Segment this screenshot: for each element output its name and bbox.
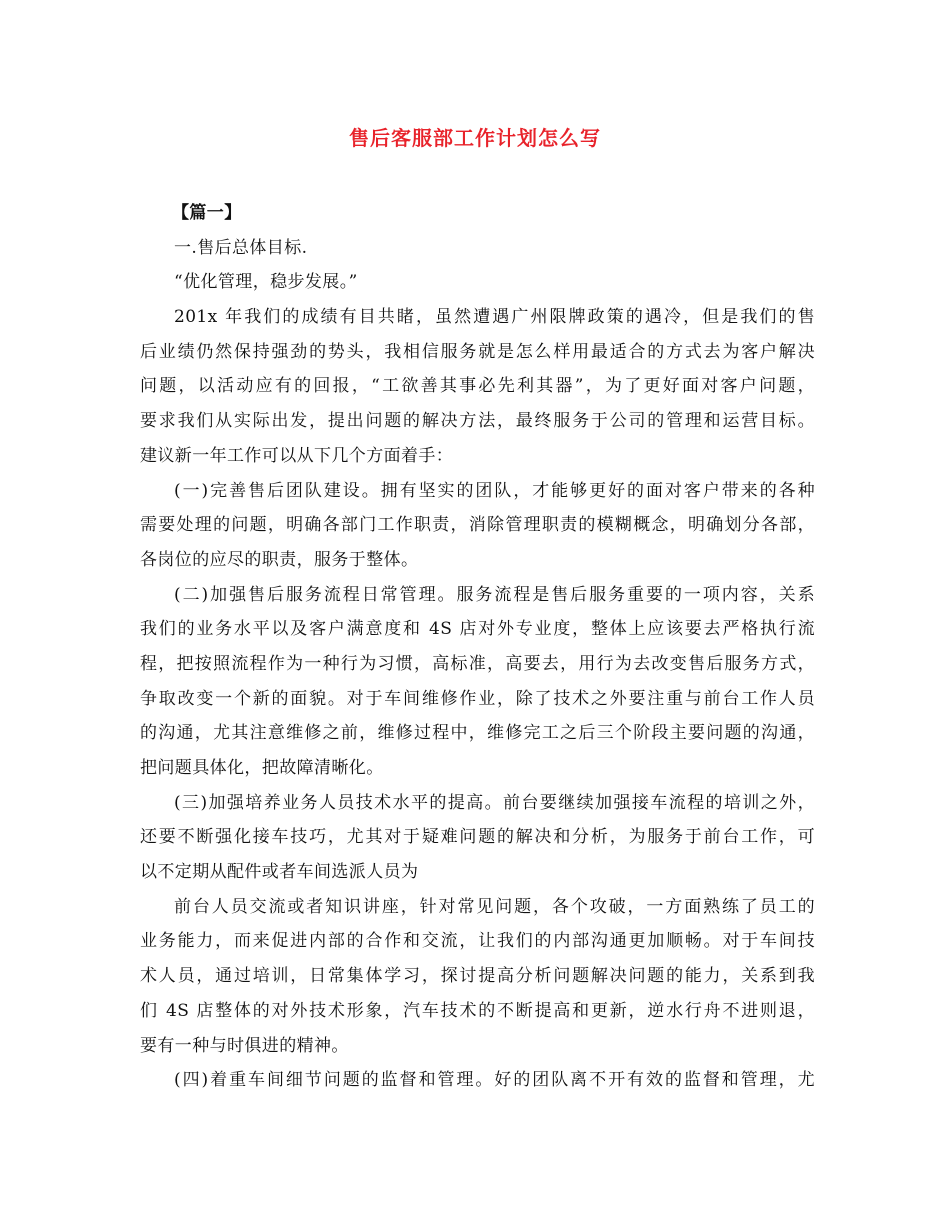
paragraph-line: 需要处理的问题，明确各部门工作职责，消除管理职责的模糊概念，明确划分各部， — [140, 515, 815, 536]
document-title: 售后客服部工作计划怎么写 — [349, 126, 601, 150]
section-heading: 【篇一】 — [172, 203, 242, 223]
paragraph-line: 的沟通，尤其注意维修之前，维修过程中，维修完工之后三个阶段主要问题的沟通， — [140, 723, 815, 744]
paragraph-line: 还要不断强化接车技巧，尤其对于疑难问题的解决和分析，为服务于前台工作，可 — [140, 827, 815, 848]
paragraph-line: 我们的业务水平以及客户满意度和 4S 店对外专业度，整体上应该要去严格执行流 — [140, 619, 815, 640]
paragraph-line: 201x 年我们的成绩有目共睹，虽然遭遇广州限牌政策的遇冷，但是我们的售 — [174, 307, 815, 328]
paragraph-line: 一.售后总体目标. — [174, 237, 308, 258]
paragraph-line: (四)着重车间细节问题的监督和管理。好的团队离不开有效的监督和管理，尤 — [174, 1070, 815, 1091]
paragraph-line: 后业绩仍然保持强劲的势头，我相信服务就是怎么样用最适合的方式去为客户解决 — [140, 341, 815, 362]
paragraph-line: (二)加强售后服务流程日常管理。服务流程是售后服务重要的一项内容，关系 — [174, 584, 815, 605]
paragraph-line: 把问题具体化，把故障清晰化。 — [140, 758, 384, 778]
paragraph-line: 们 4S 店整体的对外技术形象，汽车技术的不断提高和更新，逆水行舟不进则退， — [140, 1000, 815, 1021]
paragraph-line: 前台人员交流或者知识讲座，针对常见问题，各个攻破，一方面熟练了员工的 — [174, 896, 815, 917]
paragraph-line: 程，把按照流程作为一种行为习惯，高标准，高要去，用行为去改变售后服务方式， — [140, 653, 815, 674]
paragraph-line: (三)加强培养业务人员技术水平的提高。前台要继续加强接车流程的培训之外， — [174, 792, 815, 813]
paragraph-line: 业务能力，而来促进内部的合作和交流，让我们的内部沟通更加顺畅。对于车间技 — [140, 931, 815, 952]
paragraph-line: 术人员，通过培训，日常集体学习，探讨提高分析问题解决问题的能力，关系到我 — [140, 966, 815, 987]
paragraph-line: (一)完善售后团队建设。拥有坚实的团队，才能够更好的面对客户带来的各种 — [174, 480, 815, 501]
paragraph-line: 要有一种与时俱进的精神。 — [140, 1035, 349, 1056]
paragraph-line: 要求我们从实际出发，提出问题的解决方法，最终服务于公司的管理和运营目标。 — [140, 411, 815, 432]
paragraph-line: 各岗位的应尽的职责，服务于整体。 — [140, 549, 419, 570]
paragraph-line: 争取改变一个新的面貌。对于车间维修作业，除了技术之外要注重与前台工作人员 — [140, 688, 815, 709]
paragraph-line: 问题，以活动应有的回报，“工欲善其事必先利其器”，为了更好面对客户问题， — [140, 376, 815, 397]
paragraph-line: 以不定期从配件或者车间选派人员为 — [140, 862, 419, 883]
document-body — [140, 196, 815, 1098]
paragraph-line: 建议新一年工作可以从下几个方面着手： — [140, 445, 454, 466]
paragraph-line: “优化管理，稳步发展。” — [174, 272, 358, 293]
